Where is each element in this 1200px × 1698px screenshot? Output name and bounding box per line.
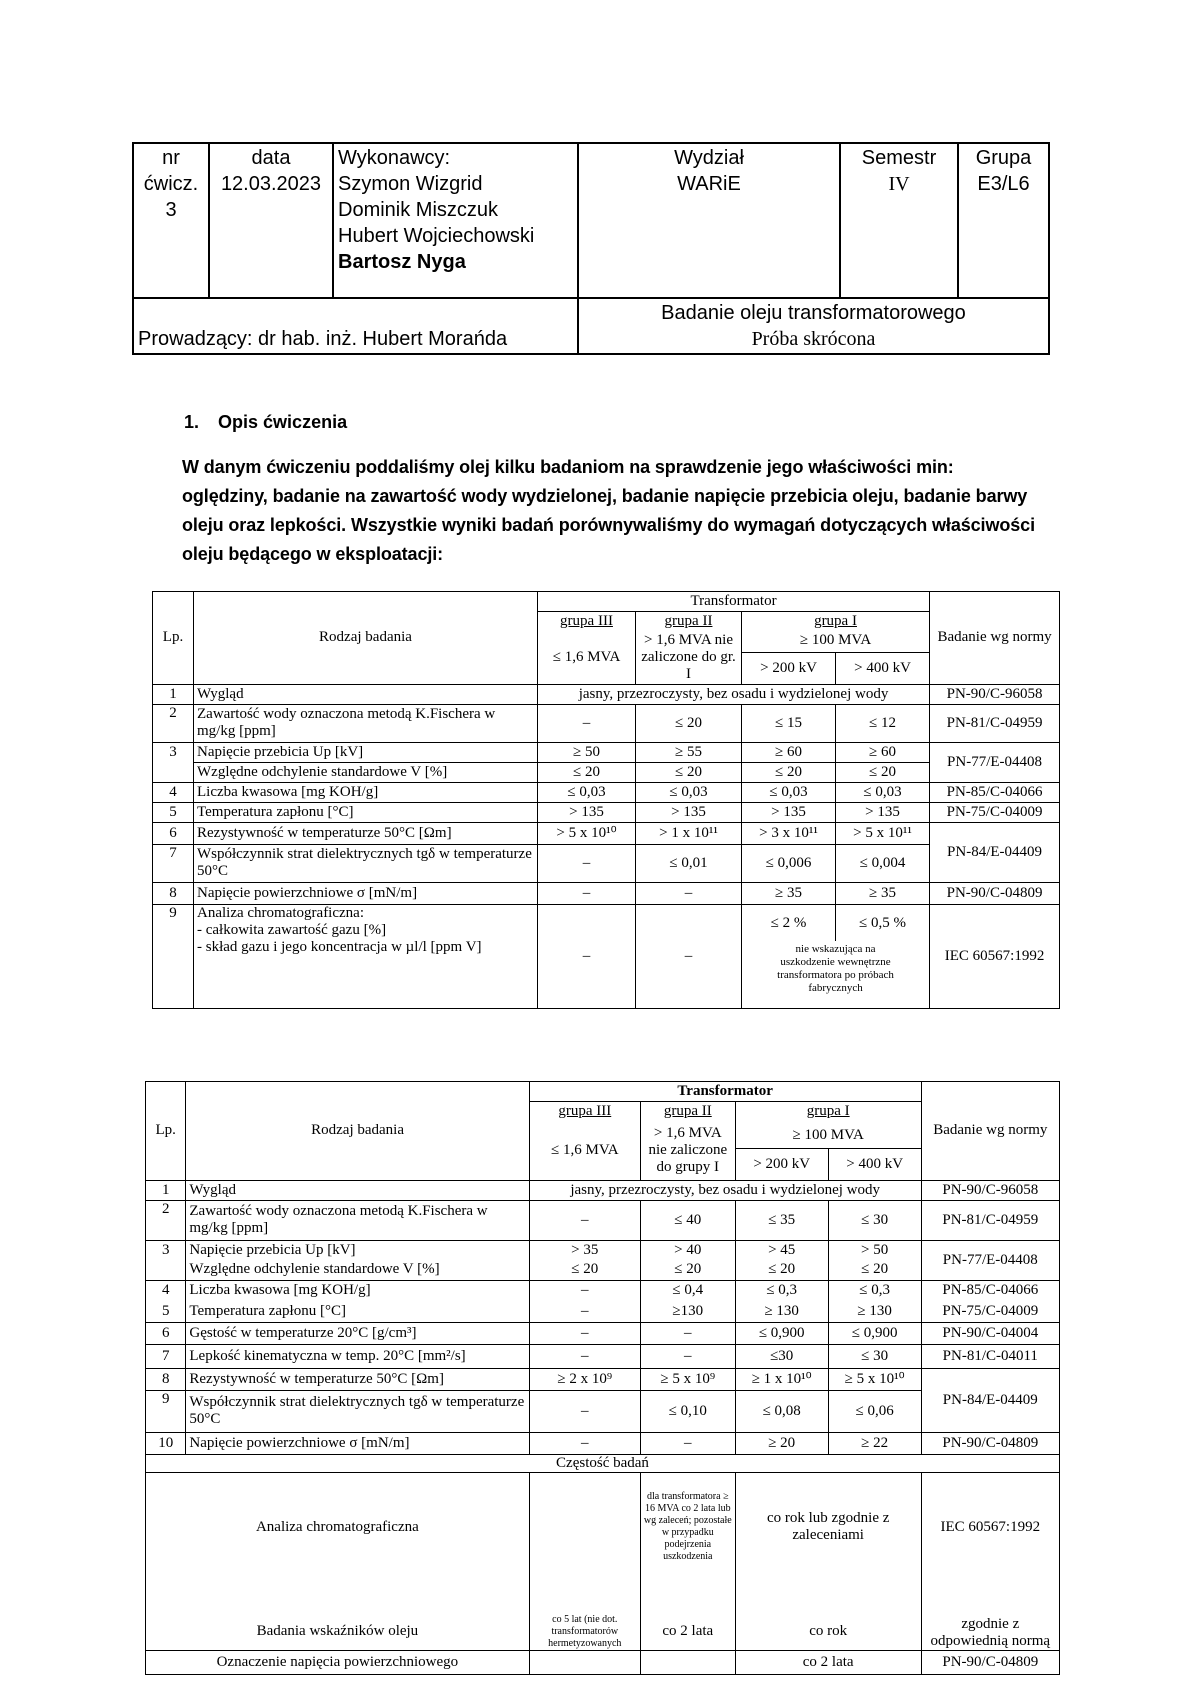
table-row <box>153 742 1060 762</box>
semester-cell <box>840 143 958 298</box>
row-200kv: ≥ 60 <box>742 742 836 762</box>
row-400kv: ≥ 130 <box>828 1301 921 1322</box>
frequency-group-3: co 5 lat (nie dot. transformatorów hermetyzowanych <box>529 1582 640 1650</box>
row-name: Rezystywność w temperaturze 50°C [Ωm] <box>194 822 538 844</box>
row-group-3: – <box>538 904 636 1008</box>
row-name: Lepkość kinematyczna w temp. 20°C [mm²/s] <box>186 1344 529 1368</box>
row-name: Liczba kwasowa [mg KOH/g] <box>186 1280 529 1301</box>
row-group-3: – <box>538 704 636 742</box>
group-value: E3/L6 <box>977 173 1030 195</box>
row-lp: 5 <box>153 802 194 822</box>
requirements-table-operating-oil <box>145 1081 1060 1675</box>
header-group-2: grupa II <box>640 1102 735 1122</box>
row-group-2: ≤ 20 <box>636 704 742 742</box>
header-group-1-sub: ≥ 100 MVA <box>742 632 929 653</box>
row-lp: 10 <box>146 1432 186 1454</box>
table-row <box>146 1200 1060 1240</box>
performer-name: Hubert Wojciechowski <box>338 225 535 247</box>
row-lp: 2 <box>153 704 194 742</box>
row-group-2: ≥ 55 <box>636 742 742 762</box>
header-lp: Lp. <box>153 592 194 685</box>
header-group-1-sub: ≥ 100 MVA <box>792 1126 864 1143</box>
frequency-row <box>146 1650 1060 1674</box>
row-norm: PN-81/C-04011 <box>921 1344 1059 1368</box>
frequency-name: Oznaczenie napięcia powierzchniowego <box>146 1650 530 1674</box>
row-400kv: ≥ 35 <box>836 882 930 904</box>
row-group-2: > 40 <box>640 1240 735 1260</box>
report-header-table <box>132 142 1050 355</box>
row-200kv: > 3 x 10¹¹ <box>742 822 836 844</box>
header-transformer: Transformator <box>529 1082 921 1102</box>
row-400kv: ≤ 0,06 <box>828 1390 921 1432</box>
row-group-2: – <box>640 1344 735 1368</box>
row-norm: PN-81/C-04959 <box>921 1200 1059 1240</box>
table-row <box>146 1368 1060 1390</box>
table-row <box>146 1180 1060 1200</box>
table-row <box>153 802 1060 822</box>
exercise-number-cell <box>133 143 209 298</box>
row-name-multiline <box>194 904 538 1008</box>
row-lp: 5 <box>146 1301 186 1322</box>
header-group-3: grupa III <box>538 612 636 632</box>
row-400kv: ≥ 22 <box>828 1432 921 1454</box>
row-group-2: – <box>640 1432 735 1454</box>
topic-line-1: Badanie oleju transformatorowego <box>661 302 966 324</box>
row-norm: PN-85/C-04066 <box>930 782 1060 802</box>
header-group-1: grupa I <box>735 1102 921 1122</box>
row-norm: PN-75/C-04009 <box>930 802 1060 822</box>
row-norm: PN-90/C-04004 <box>921 1322 1059 1344</box>
frequency-group-1: co 2 lata <box>735 1650 921 1674</box>
row-norm: PN-90/C-04809 <box>921 1432 1059 1454</box>
row-group-2: ≤ 20 <box>636 762 742 782</box>
date-label: data <box>251 147 291 169</box>
row-group-3: > 35 <box>529 1240 640 1260</box>
header-400kv: > 400 kV <box>846 1155 904 1172</box>
header-group-3-sub: ≤ 1,6 MVA <box>529 1122 640 1181</box>
row-200kv: ≤ 0,006 <box>742 844 836 882</box>
row-lp: 6 <box>153 822 194 844</box>
row-lp: 8 <box>153 882 194 904</box>
row-400kv: > 50 <box>828 1240 921 1260</box>
semester-label: Semestr <box>861 147 937 169</box>
frequency-header: Częstość badań <box>146 1454 1060 1472</box>
performers-label: Wykonawcy: <box>338 147 451 169</box>
row-lp: 9 <box>153 904 194 1008</box>
row-group-3: ≤ 20 <box>529 1260 640 1280</box>
header-norm: Badanie wg normy <box>921 1082 1059 1181</box>
performers-cell <box>333 143 578 298</box>
row-name: Względne odchylenie standardowe V [%] <box>194 762 538 782</box>
row-group-3: – <box>529 1301 640 1322</box>
row-400kv: ≤ 0,3 <box>828 1280 921 1301</box>
row-lp: 4 <box>153 782 194 802</box>
header-200kv: > 200 kV <box>742 653 836 684</box>
row-group-3: – <box>529 1344 640 1368</box>
row-name-line: - skład gazu i jego koncentracja w µl/l [ppm V] <box>197 938 482 955</box>
frequency-norm: zgodnie z odpowiednią normą <box>921 1582 1059 1650</box>
row-group-3: ≤ 0,03 <box>538 782 636 802</box>
row-norm: PN-85/C-04066 <box>921 1280 1059 1301</box>
frequency-norm: IEC 60567:1992 <box>921 1472 1059 1582</box>
row-group-3: > 135 <box>538 802 636 822</box>
row-group-3: – <box>529 1432 640 1454</box>
row-lp: 7 <box>153 844 194 882</box>
frequency-row <box>146 1582 1060 1650</box>
table-row <box>153 704 1060 742</box>
row-400kv: ≤ 0,004 <box>836 844 930 882</box>
frequency-group-3-empty <box>529 1650 640 1674</box>
table-row <box>146 1322 1060 1344</box>
row-lp: 4 <box>146 1280 186 1301</box>
row-lp: 1 <box>146 1180 186 1200</box>
row-norm: PN-77/E-04408 <box>930 742 1060 782</box>
row-group-2: – <box>636 882 742 904</box>
row-400kv: ≤ 20 <box>828 1260 921 1280</box>
header-norm: Badanie wg normy <box>930 592 1060 685</box>
row-name: Współczynnik strat dielektrycznych tgδ w temperaturze 50°C <box>186 1390 529 1432</box>
performer-name-bold: Bartosz Nyga <box>338 251 466 273</box>
section-heading <box>184 412 347 433</box>
header-400kv: > 400 kV <box>854 659 911 676</box>
row-group-3: – <box>538 882 636 904</box>
table-row <box>153 844 1060 882</box>
row-group-2: ≤ 0,01 <box>636 844 742 882</box>
row-group-2: ≤ 40 <box>640 1200 735 1240</box>
row-group-2: ≤ 0,03 <box>636 782 742 802</box>
row-400kv: ≥ 60 <box>836 742 930 762</box>
table-row <box>153 782 1060 802</box>
requirements-table-new-oil <box>152 591 1060 1009</box>
row-norm: PN-75/C-04009 <box>921 1301 1059 1322</box>
row-norm: PN-90/C-96058 <box>930 684 1060 704</box>
table-row <box>153 822 1060 844</box>
frequency-group-1: co rok lub zgodnie z zaleceniami <box>735 1472 921 1582</box>
row-200kv: ≤ 0,3 <box>735 1280 828 1301</box>
date-cell <box>209 143 333 298</box>
row-norm: PN-77/E-04408 <box>921 1240 1059 1280</box>
group-cell <box>958 143 1049 298</box>
section-paragraph: W danym ćwiczeniu poddaliśmy olej kilku badaniom na sprawdzenie jego właściwości min: oględziny, badanie na zawartość wody wydzielonej, badanie napięcie przebicia oleju, badanie barwy oleju oraz lepkości. Wszystkie wyniki badań porównywaliśmy do wymagań dotyczących właściwości oleju będącego w eksploatacji: <box>182 457 1035 564</box>
header-test-type: Rodzaj badania <box>186 1082 529 1181</box>
row-name: Temperatura zapłonu [°C] <box>186 1301 529 1322</box>
row-norm: PN-90/C-96058 <box>921 1180 1059 1200</box>
header-group-1-sub-cell <box>735 1122 921 1181</box>
table-row <box>153 684 1060 704</box>
row-group-2: > 135 <box>636 802 742 822</box>
row-200kv: ≤ 0,900 <box>735 1322 828 1344</box>
supervisor-text: Prowadzący: dr hab. inż. Hubert Morańda <box>138 328 508 350</box>
row-merged-value: jasny, przezroczysty, bez osadu i wydzielonej wody <box>529 1180 921 1200</box>
row-group-2: – <box>636 904 742 1008</box>
row-merged-value: jasny, przezroczysty, bez osadu i wydzielonej wody <box>538 684 930 704</box>
semester-value: IV <box>888 173 910 195</box>
topic-line-2: Próba skrócona <box>751 328 876 350</box>
frequency-group-2: co 2 lata <box>640 1582 735 1650</box>
header-group-2-sub: > 1,6 MVA nie zaliczone do grupy I <box>640 1122 735 1181</box>
table-row <box>153 762 1060 782</box>
row-200kv: ≤ 0,08 <box>735 1390 828 1432</box>
header-group-2: grupa II <box>636 612 742 632</box>
row-lp: 3 <box>146 1240 186 1260</box>
row-200kv: ≤ 20 <box>742 762 836 782</box>
row-400kv: ≥ 5 x 10¹⁰ <box>828 1368 921 1390</box>
row-name: Napięcie powierzchniowe σ [mN/m] <box>186 1432 529 1454</box>
row-400kv: ≤ 12 <box>836 704 930 742</box>
row-group-3: – <box>529 1200 640 1240</box>
row-group-3: – <box>538 844 636 882</box>
row-name-line: - całkowita zawartość gazu [%] <box>197 921 387 938</box>
row-group-2: ≤ 0,4 <box>640 1280 735 1301</box>
table-row <box>153 904 1060 1008</box>
row-200kv: > 135 <box>742 802 836 822</box>
row-group-3: ≤ 20 <box>538 762 636 782</box>
supervisor-cell <box>133 298 578 354</box>
faculty-label: Wydział <box>674 147 744 169</box>
row-400kv: ≤ 0,03 <box>836 782 930 802</box>
row-name-line: Analiza chromatograficzna: <box>197 904 364 921</box>
row-name: Zawartość wody oznaczona metodą K.Fischera w mg/kg [ppm] <box>186 1200 529 1240</box>
row-name: Wygląd <box>186 1180 529 1200</box>
row-200kv: ≤ 35 <box>735 1200 828 1240</box>
row-400kv: ≤ 30 <box>828 1200 921 1240</box>
frequency-name: Analiza chromatograficzna <box>146 1472 530 1582</box>
table-row <box>146 1432 1060 1454</box>
row-group-2: ≤ 20 <box>640 1260 735 1280</box>
header-group-3-sub: ≤ 1,6 MVA <box>538 632 636 685</box>
row-name: Napięcie przebicia Up [kV] <box>194 742 538 762</box>
topic-cell <box>578 298 1049 354</box>
row-200kv: ≤ 0,03 <box>742 782 836 802</box>
header-group-1: grupa I <box>742 612 930 632</box>
exercise-number-value: 3 <box>165 199 177 221</box>
frequency-group-1: co rok <box>735 1582 921 1650</box>
frequency-group-2-empty <box>640 1650 735 1674</box>
row-lp: 6 <box>146 1322 186 1344</box>
row-name: Rezystywność w temperaturze 50°C [Ωm] <box>186 1368 529 1390</box>
frequency-norm: PN-90/C-04809 <box>921 1650 1059 1674</box>
row-name: Zawartość wody oznaczona metodą K.Fischera w mg/kg [ppm] <box>194 704 538 742</box>
row-name: Względne odchylenie standardowe V [%] <box>186 1260 529 1280</box>
header-200kv: > 200 kV <box>736 1149 829 1180</box>
section-title: Opis ćwiczenia <box>218 412 348 432</box>
row-group-3: ≥ 2 x 10⁹ <box>529 1368 640 1390</box>
row-group-1-cell <box>742 904 930 1008</box>
row-lp: 8 <box>146 1368 186 1390</box>
row-group-3: – <box>529 1390 640 1432</box>
table-row <box>146 1280 1060 1301</box>
date-value: 12.03.2023 <box>220 173 322 195</box>
exercise-number-label: nr ćwicz. <box>143 147 199 195</box>
performer-name: Szymon Wizgrid <box>338 173 483 195</box>
row-lp: 1 <box>153 684 194 704</box>
row-400kv: ≤ 0,900 <box>828 1322 921 1344</box>
row-200kv: > 45 <box>735 1240 828 1260</box>
row-200kv: ≤30 <box>735 1344 828 1368</box>
row-norm: PN-84/E-04409 <box>930 822 1060 882</box>
row-lp: 3 <box>153 742 194 762</box>
section-number: 1. <box>184 412 200 432</box>
row-400kv: ≤ 0,5 % <box>859 914 907 931</box>
header-transformer: Transformator <box>538 592 930 612</box>
row-group-2: ≤ 0,10 <box>640 1390 735 1432</box>
row-lp: 2 <box>146 1200 186 1240</box>
frequency-row <box>146 1472 1060 1582</box>
row-200kv: ≤ 2 % <box>742 905 836 941</box>
row-name: Napięcie powierzchniowe σ [mN/m] <box>194 882 538 904</box>
header-test-type: Rodzaj badania <box>194 592 538 685</box>
row-200kv: ≤ 20 <box>735 1260 828 1280</box>
row-group-2: ≥ 5 x 10⁹ <box>640 1368 735 1390</box>
row-norm: PN-81/C-04959 <box>930 704 1060 742</box>
table-row <box>153 882 1060 904</box>
row-200kv: ≤ 15 <box>742 704 836 742</box>
row-note: nie wskazująca na uszkodzenie wewnętrzne transformatora po próbach fabrycznych <box>777 942 894 994</box>
row-name: Napięcie przebicia Up [kV] <box>186 1240 529 1260</box>
row-400kv: ≤ 30 <box>828 1344 921 1368</box>
header-group-1-sub-cell <box>742 632 930 685</box>
row-name: Gęstość w temperaturze 20°C [g/cm³] <box>186 1322 529 1344</box>
table-row <box>146 1344 1060 1368</box>
row-200kv: ≥ 35 <box>742 882 836 904</box>
row-200kv: ≥ 20 <box>735 1432 828 1454</box>
row-200kv: ≥ 130 <box>735 1301 828 1322</box>
row-group-2: – <box>640 1322 735 1344</box>
row-name: Temperatura zapłonu [°C] <box>194 802 538 822</box>
faculty-value: WARiE <box>677 173 741 195</box>
row-400kv: > 135 <box>836 802 930 822</box>
row-group-3: ≥ 50 <box>538 742 636 762</box>
row-400kv: > 5 x 10¹¹ <box>836 822 930 844</box>
row-group-3: – <box>529 1280 640 1301</box>
row-lp: 7 <box>146 1344 186 1368</box>
header-group-3: grupa III <box>529 1102 640 1122</box>
group-label: Grupa <box>975 147 1032 169</box>
row-lp-empty <box>153 762 194 782</box>
row-group-3: – <box>529 1322 640 1344</box>
header-lp: Lp. <box>146 1082 186 1181</box>
header-group-2-sub: > 1,6 MVA nie zaliczone do gr. I <box>636 632 742 685</box>
row-group-3: > 5 x 10¹⁰ <box>538 822 636 844</box>
performer-name: Dominik Miszczuk <box>338 199 499 221</box>
row-400kv: ≤ 20 <box>836 762 930 782</box>
row-norm: PN-90/C-04809 <box>930 882 1060 904</box>
frequency-group-2: dla transformatora ≥ 16 MVA co 2 lata lub wg zaleceń; pozostałe w przypadku podejrzenia uszkodzenia <box>640 1472 735 1582</box>
row-group-2: ≥130 <box>640 1301 735 1322</box>
faculty-cell <box>578 143 840 298</box>
row-name: Wygląd <box>194 684 538 704</box>
row-norm: IEC 60567:1992 <box>930 904 1060 1008</box>
row-200kv: ≥ 1 x 10¹⁰ <box>735 1368 828 1390</box>
frequency-group-3-empty <box>529 1472 640 1582</box>
row-norm: PN-84/E-04409 <box>921 1368 1059 1432</box>
row-group-2: > 1 x 10¹¹ <box>636 822 742 844</box>
row-lp-empty <box>146 1260 186 1280</box>
row-name: Liczba kwasowa [mg KOH/g] <box>194 782 538 802</box>
table-row <box>146 1240 1060 1260</box>
row-name: Współczynnik strat dielektrycznych tgδ w temperaturze 50°C <box>194 844 538 882</box>
table-row <box>146 1301 1060 1322</box>
frequency-name: Badania wskaźników oleju <box>146 1582 530 1650</box>
row-lp: 9 <box>146 1390 186 1432</box>
